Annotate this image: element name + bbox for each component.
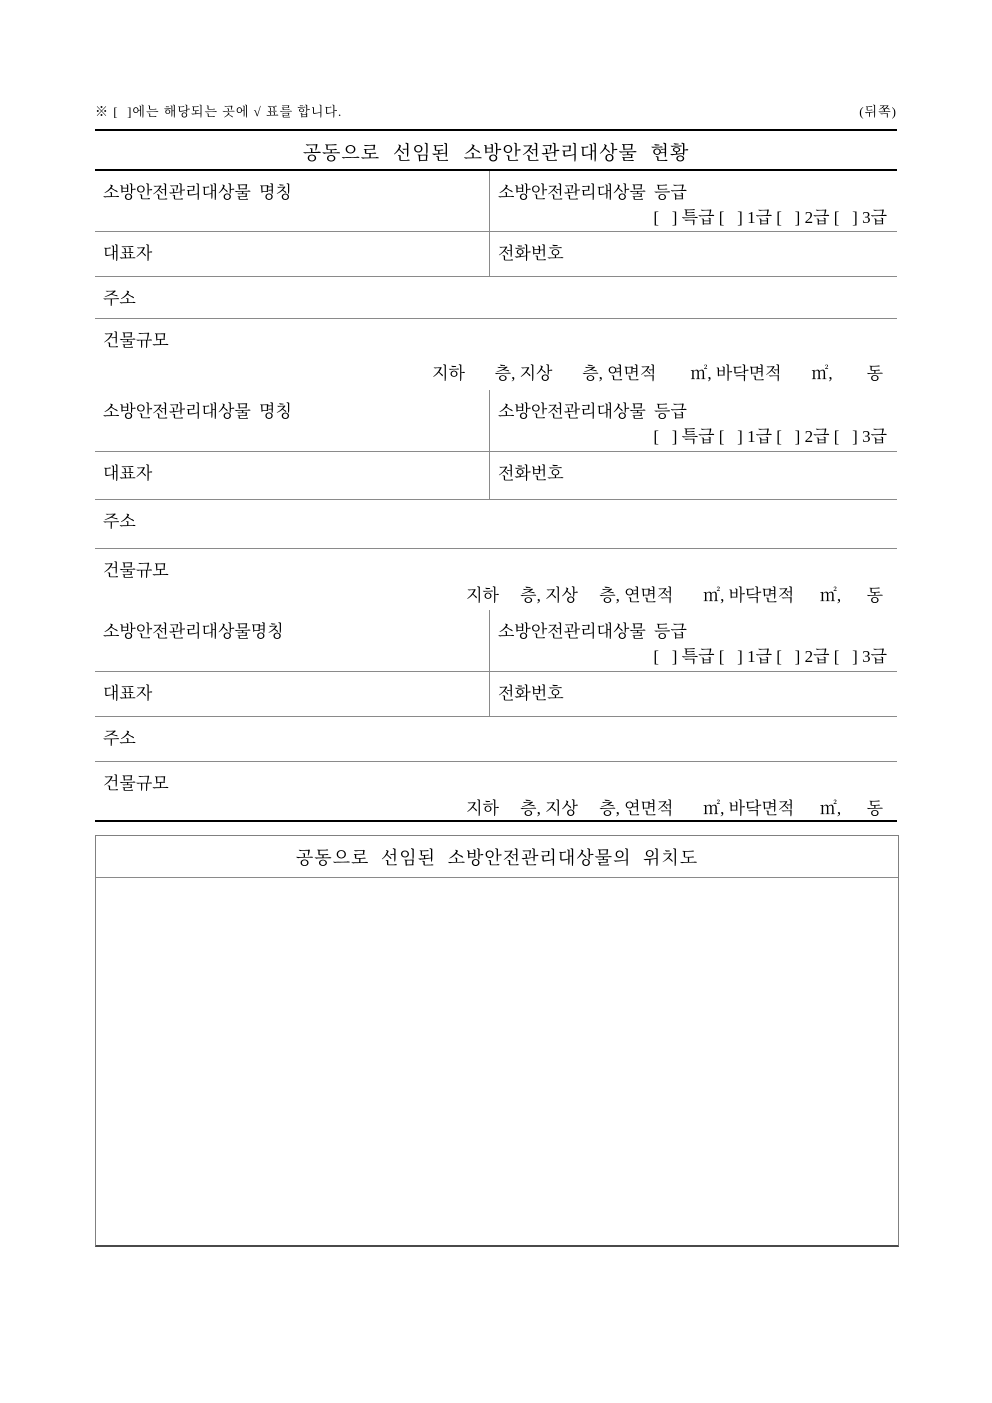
name-label: 소방안전관리대상물 명칭 bbox=[103, 402, 292, 421]
table-row bbox=[95, 390, 897, 452]
address-label: 주소 bbox=[103, 289, 136, 308]
name-cell bbox=[95, 610, 490, 671]
table-row bbox=[95, 171, 897, 232]
representative-cell bbox=[95, 452, 490, 499]
page-side-label: (뒤쪽) bbox=[859, 104, 897, 119]
name-label: 소방안전관리대상물 명칭 bbox=[103, 183, 292, 202]
location-map-title-row bbox=[96, 836, 898, 878]
table-row bbox=[95, 610, 897, 672]
representative-label: 대표자 bbox=[103, 244, 153, 263]
grade-cell bbox=[490, 390, 897, 451]
grade-label: 소방안전관리대상물 등급 bbox=[498, 622, 687, 641]
building-section-1 bbox=[95, 171, 897, 390]
name-label: 소방안전관리대상물명칭 bbox=[103, 622, 284, 641]
location-map-box bbox=[95, 835, 899, 1247]
address-label: 주소 bbox=[103, 512, 136, 531]
building-scale-label: 건물규모 bbox=[103, 331, 169, 350]
phone-cell bbox=[490, 452, 897, 499]
representative-label: 대표자 bbox=[103, 464, 153, 483]
phone-label: 전화번호 bbox=[498, 464, 564, 483]
address-row bbox=[95, 717, 897, 762]
phone-cell bbox=[490, 672, 897, 716]
building-section-3 bbox=[95, 610, 897, 820]
name-cell bbox=[95, 171, 490, 231]
building-scale-label: 건물규모 bbox=[103, 774, 169, 793]
representative-cell bbox=[95, 672, 490, 716]
grade-label: 소방안전관리대상물 등급 bbox=[498, 183, 687, 202]
page-title: 공동으로 선임된 소방안전관리대상물 현황 bbox=[302, 143, 690, 164]
building-scale-detail: 지하 층, 지상 층, 연면적 ㎡, 바닥면적 ㎡, 동 bbox=[432, 364, 883, 383]
name-cell bbox=[95, 390, 490, 451]
table-row bbox=[95, 452, 897, 500]
checkbox-instruction-note: ※ [ ]에는 해당되는 곳에 √ 표를 합니다. bbox=[95, 104, 343, 119]
table-row bbox=[95, 672, 897, 717]
building-scale-row bbox=[95, 319, 897, 390]
top-rule bbox=[95, 129, 897, 131]
building-scale-detail: 지하 층, 지상 층, 연면적 ㎡, 바닥면적 ㎡, 동 bbox=[466, 586, 883, 605]
building-section-2 bbox=[95, 390, 897, 610]
building-scale-row bbox=[95, 762, 897, 820]
phone-label: 전화번호 bbox=[498, 684, 564, 703]
building-scale-row bbox=[95, 549, 897, 610]
grade-cell bbox=[490, 171, 897, 231]
phone-label: 전화번호 bbox=[498, 244, 564, 263]
grade-checkbox-options: [ ] 특급 [ ] 1급 [ ] 2급 [ ] 3급 bbox=[653, 427, 887, 446]
address-row bbox=[95, 277, 897, 319]
table-row bbox=[95, 232, 897, 277]
grade-checkbox-options: [ ] 특급 [ ] 1급 [ ] 2급 [ ] 3급 bbox=[653, 647, 887, 666]
representative-cell bbox=[95, 232, 490, 276]
address-label: 주소 bbox=[103, 729, 136, 748]
address-row bbox=[95, 500, 897, 549]
grade-checkbox-options: [ ] 특급 [ ] 1급 [ ] 2급 [ ] 3급 bbox=[653, 208, 887, 227]
building-scale-detail: 지하 층, 지상 층, 연면적 ㎡, 바닥면적 ㎡, 동 bbox=[466, 799, 883, 818]
top-note-row bbox=[95, 101, 897, 120]
location-map-title: 공동으로 선임된 소방안전관리대상물의 위치도 bbox=[295, 847, 699, 868]
grade-cell bbox=[490, 610, 897, 671]
building-scale-label: 건물규모 bbox=[103, 561, 169, 580]
building-status-table bbox=[95, 169, 897, 822]
location-map-blank-area bbox=[96, 878, 898, 1247]
grade-label: 소방안전관리대상물 등급 bbox=[498, 402, 687, 421]
representative-label: 대표자 bbox=[103, 684, 153, 703]
phone-cell bbox=[490, 232, 897, 276]
